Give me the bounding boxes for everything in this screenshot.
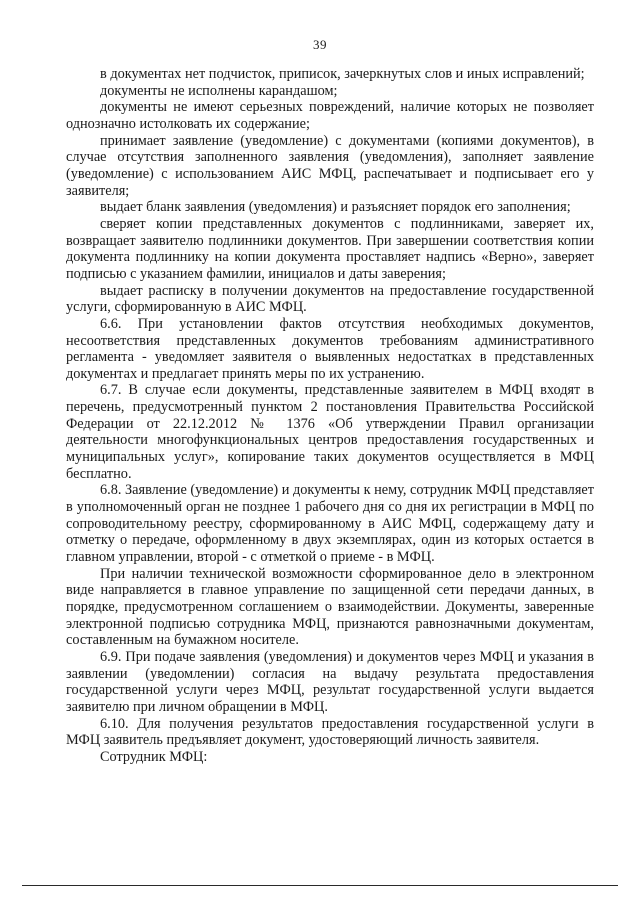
paragraph: 6.6. При установлении фактов отсутствия необходимых документов, несоответствия представленных документов требованиям административного регламента - уведомляет заявителя о выявленных недостатках в представленных документах и предлагает принять меры по их устранению. [66,315,594,382]
paragraph: принимает заявление (уведомление) с документами (копиями документов), в случае отсутствия заполненного заявления (уведомления), заполняет заявление (уведомление) с использованием АИС МФЦ, распечатывает и подписывает его у заявителя; [66,132,594,199]
paragraph: 6.10. Для получения результатов предоставления государственной услуги в МФЦ заявитель предъявляет документ, удостоверяющий личность заявителя. [66,715,594,749]
paragraph: выдает бланк заявления (уведомления) и разъясняет порядок его заполнения; [100,199,571,216]
paragraph: Сотрудник МФЦ: [100,748,208,765]
paragraph: в документах нет подчисток, приписок, зачеркнутых слов и иных исправлений; [100,66,585,82]
paragraph: 6.7. В случае если документы, представленные заявителем в МФЦ входят в перечень, предусмотренный пунктом 2 постановления Правительства Российской Федерации от 22.12.2012 № 1376 «Об утверждении Правил организации деятельности многофункциональных центров предоставления государственных и муниципальных услуг», копирование таких документов осуществляется в МФЦ бесплатно. [66,382,594,482]
page-number: 39 [313,37,327,52]
paragraph: документы не имеют серьезных повреждений, наличие которых не позволяет однозначно истолковать их содержание; [66,99,594,132]
paragraph: 6.8. Заявление (уведомление) и документы к нему, сотрудник МФЦ представляет в уполномоченный орган не позднее 1 рабочего дня со дня их регистрации в МФЦ по сопроводительному реестру, сформированному в АИС МФЦ, содержащему дату и отметку о передаче, оформленному в двух экземплярах, один из которых остается в главном управлении, второй - с отметкой о приеме - в МФЦ. [66,482,594,566]
paragraph: При наличии технической возможности сформированное дело в электронном виде направляется в главное управление по защищенной сети передачи данных, в порядке, предусмотренном соглашением о взаимодействии. Документы, заверенные электронной подписью сотрудника МФЦ, признаются равнозначными документам, составленным на бумажном носителе. [66,565,594,649]
page-bottom-rule [22,885,618,886]
paragraph: документы не исполнены карандашом; [100,82,338,99]
document-body [66,66,594,766]
paragraph: 6.9. При подаче заявления (уведомления) и документов через МФЦ и указания в заявлении (уведомлении) согласия на выдачу результата предоставления государственной услуги через МФЦ, результат государственной услуги выдается заявителю при личном обращении в МФЦ. [66,648,594,715]
paragraph: выдает расписку в получении документов на предоставление государственной услуги, сформированную в АИС МФЦ. [66,282,594,316]
paragraph: сверяет копии представленных документов с подлинниками, заверяет их, возвращает заявителю подлинники документов. При завершении соответствия копии документа подлиннику на копии документа проставляет надпись «Верно», заверяет подписью с указанием фамилии, инициалов и даты заверения; [66,215,594,282]
